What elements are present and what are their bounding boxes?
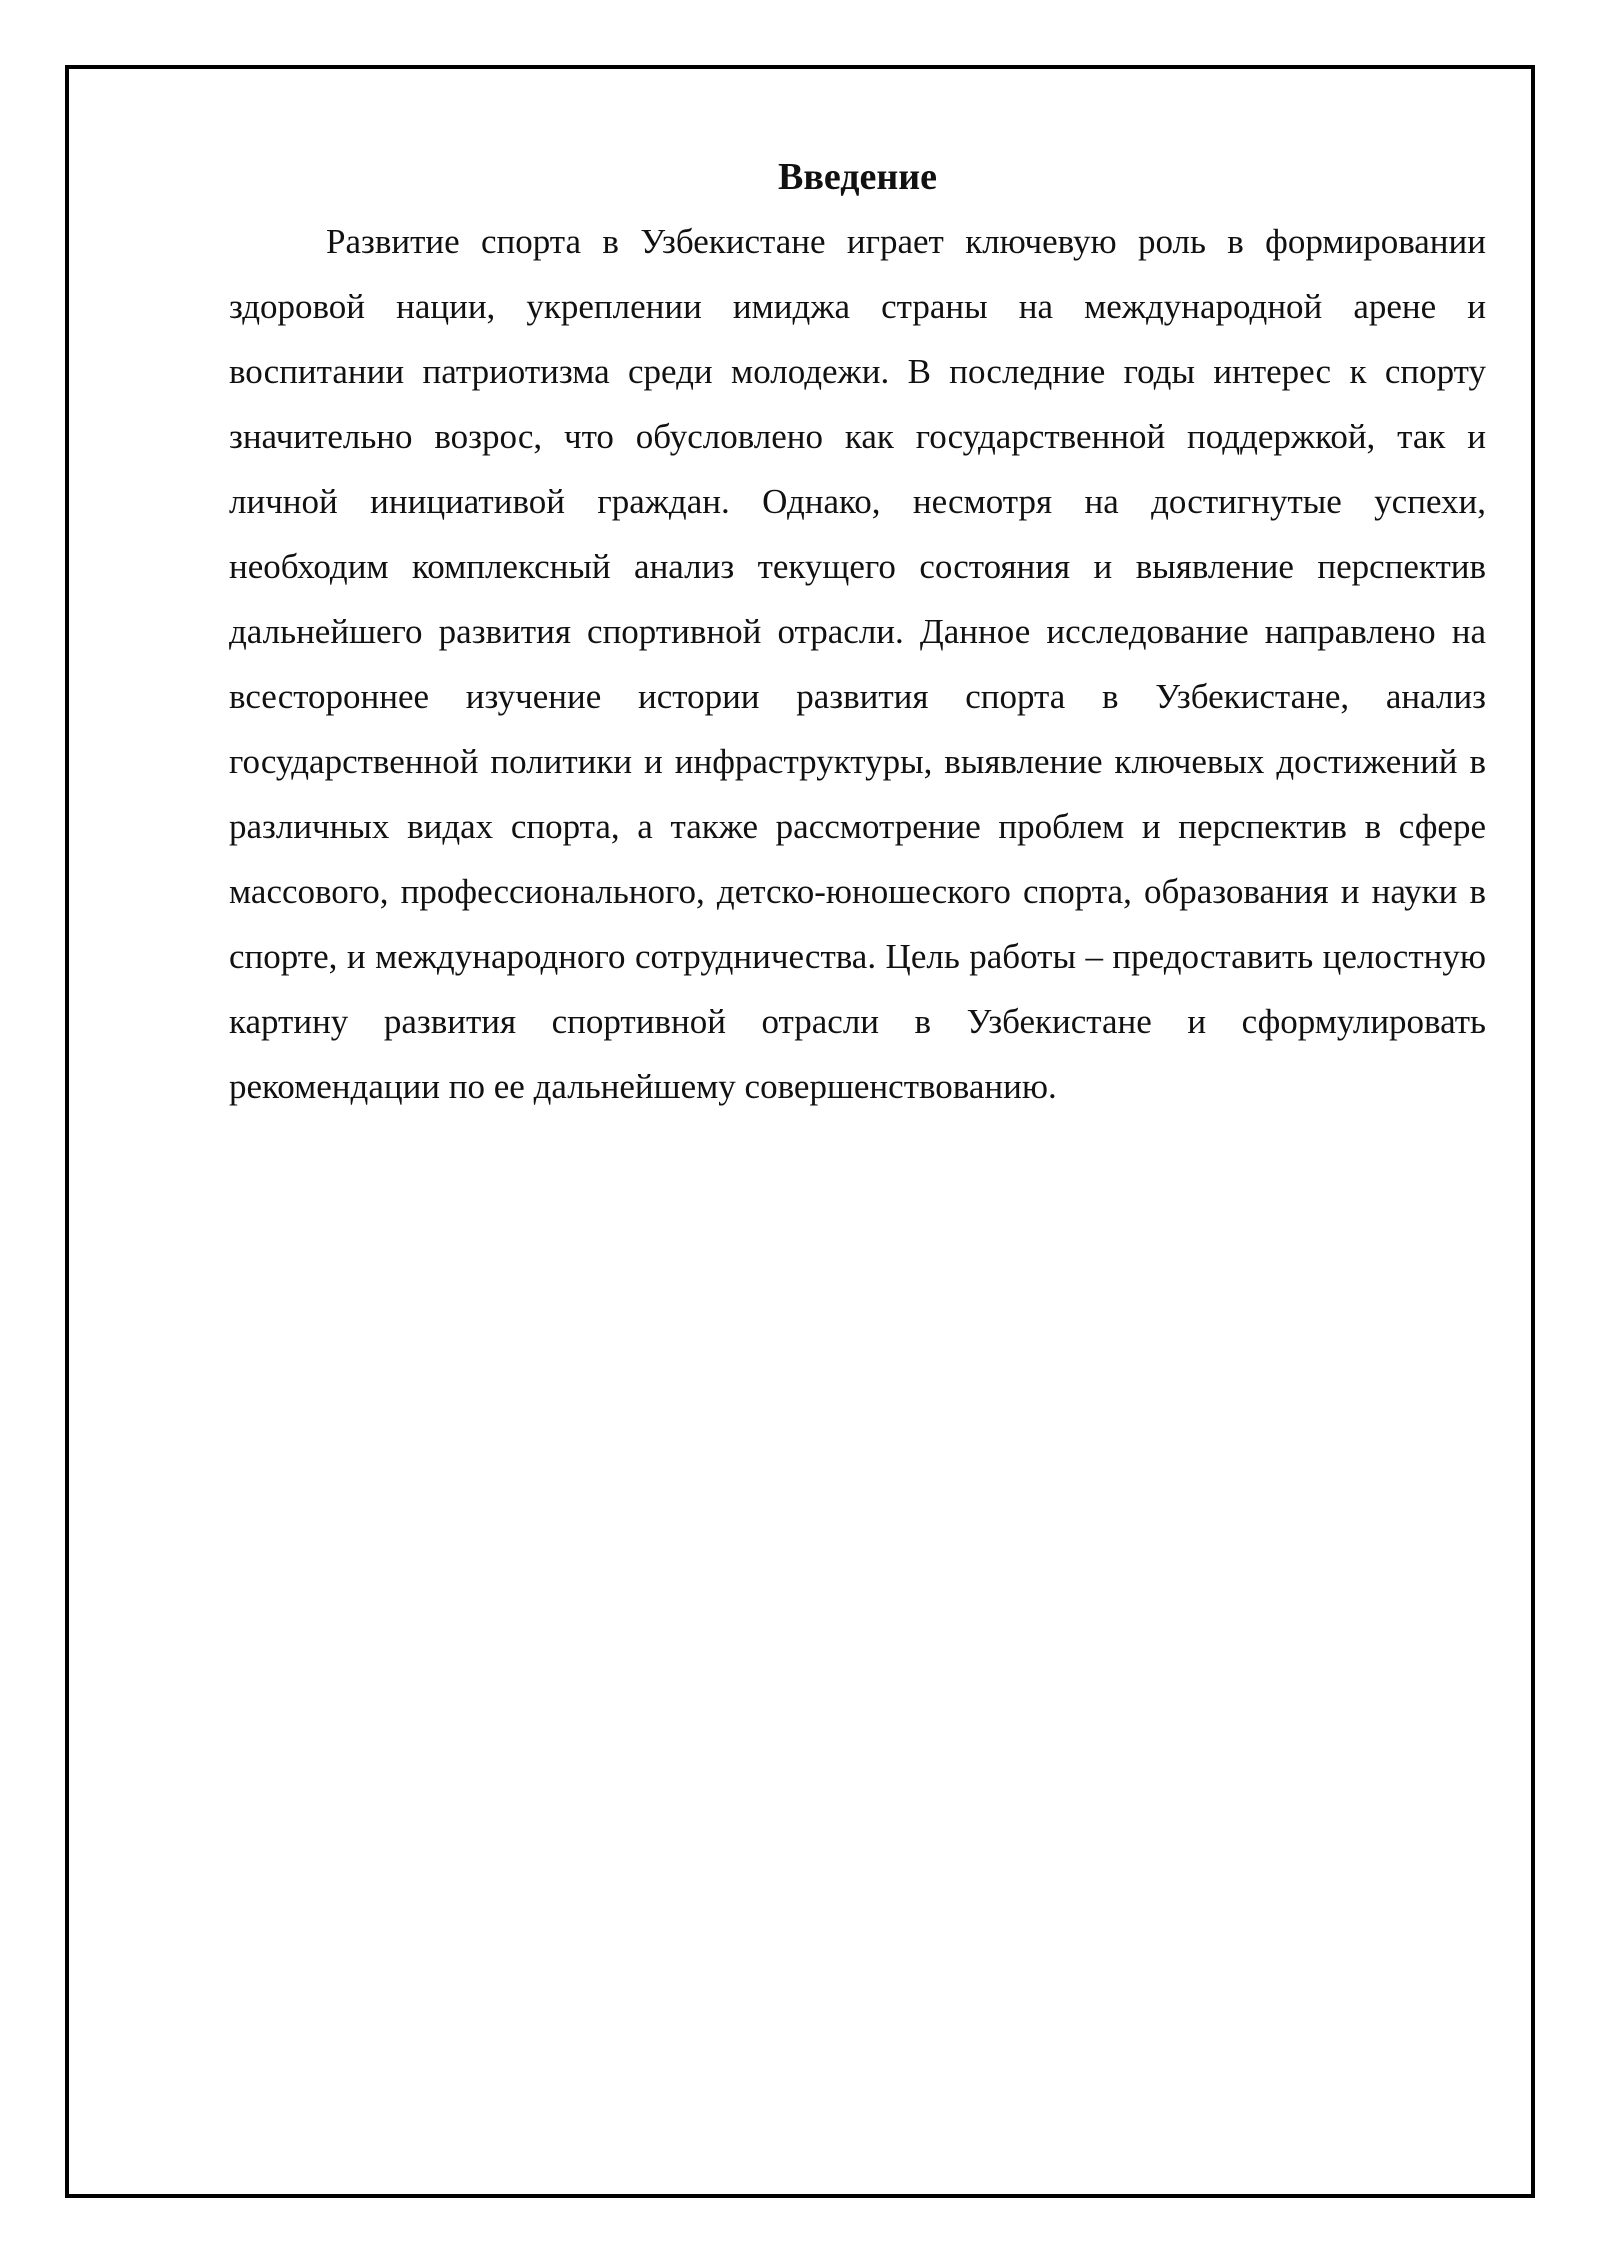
document-content	[229, 145, 1486, 1119]
intro-paragraph: Развитие спорта в Узбекистане играет ключевую роль в формировании здоровой нации, укреплении имиджа страны на международной арене и воспитании патриотизма среди молодежи. В последние годы интерес к спорту значительно возрос, что обусловлено как государственной поддержкой, так и личной инициативой граждан. Однако, несмотря на достигнутые успехи, необходим комплексный анализ текущего состояния и выявление перспектив дальнейшего развития спортивной отрасли. Данное исследование направлено на всестороннее изучение истории развития спорта в Узбекистане, анализ государственной политики и инфраструктуры, выявление ключевых достижений в различных видах спорта, а также рассмотрение проблем и перспектив в сфере массового, профессионального, детско-юношеского спорта, образования и науки в спорте, и международного сотрудничества. Цель работы – предоставить целостную картину развития спортивной отрасли в Узбекистане и сформулировать рекомендации по ее дальнейшему совершенствованию.	[229, 222, 1486, 1106]
page-title: Введение	[778, 156, 937, 198]
